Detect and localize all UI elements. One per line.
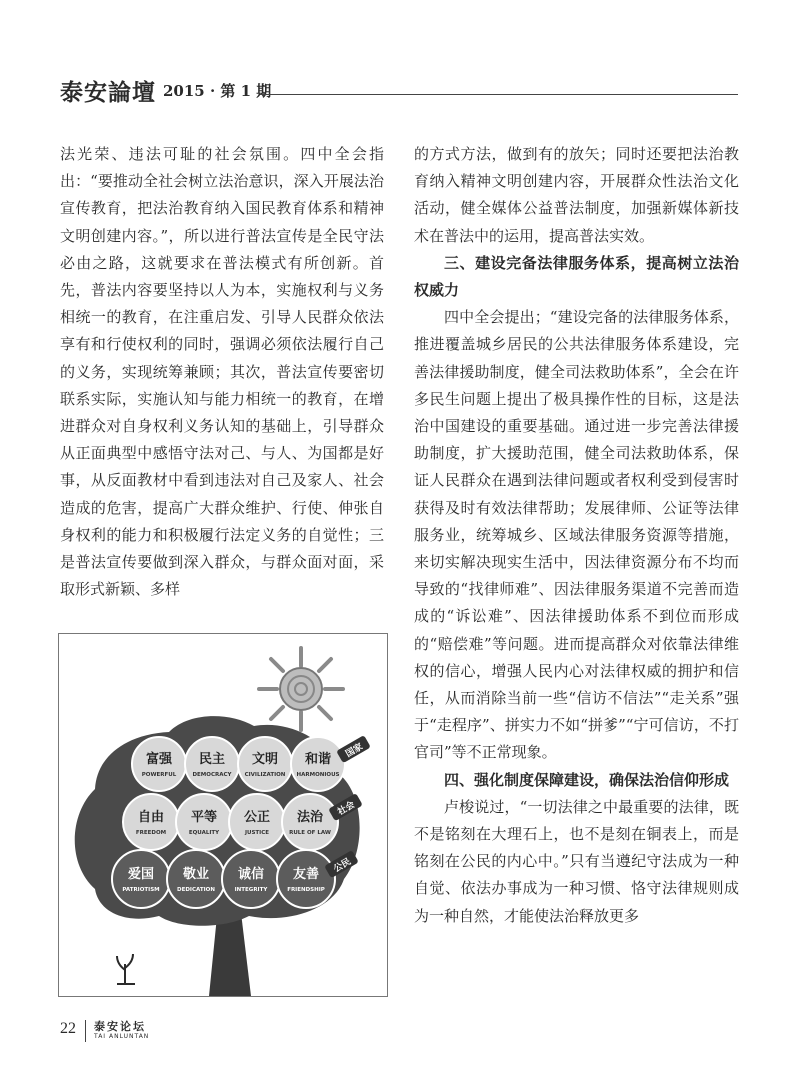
section-heading-3: 三、建设完备法律服务体系，提高树立法治权威力 <box>414 253 739 300</box>
value-cn-label: 和谐 <box>304 752 332 767</box>
sprout-icon <box>117 954 135 984</box>
core-values-tree-figure <box>58 633 388 997</box>
footer-journal-pinyin: TAI ANLUNTAN <box>94 1033 150 1040</box>
value-cn-label: 友善 <box>292 867 320 882</box>
right-paragraph-3: 卢梭说过，“一切法律之中最重要的法律，既不是铭刻在大理石上，也不是刻在铜表上，而是铭刻在公民的内心中。”只有当遵纪守法成为一种自觉、依法办事成为一种习惯、恪守法律规则成为一种自然，才能使法治释放更多 <box>414 797 739 925</box>
value-en-label: PATRIOTISM <box>122 887 160 893</box>
value-cn-label: 富强 <box>145 752 173 767</box>
footer-journal-name: 泰安论坛 <box>94 1020 146 1033</box>
value-en-label: FREEDOM <box>135 830 167 836</box>
value-en-label: EQUALITY <box>188 830 220 836</box>
value-en-label: JUSTICE <box>244 830 270 836</box>
value-en-label: DEDICATION <box>177 887 215 893</box>
value-en-label: RULE OF LAW <box>289 830 331 836</box>
value-en-label: HARMONIOUS <box>296 772 340 778</box>
value-cn-label: 爱国 <box>127 867 155 882</box>
value-cn-label: 诚信 <box>237 867 265 882</box>
value-cn-label: 法治 <box>296 810 324 825</box>
value-en-label: POWERFUL <box>141 772 177 778</box>
section-heading-4: 四、强化制度保障建设，确保法治信仰形成 <box>444 770 730 789</box>
value-cn-label: 民主 <box>198 752 226 767</box>
right-column <box>414 141 739 930</box>
value-cn-label: 自由 <box>137 810 165 825</box>
issue-label: 2015 · 第 1 期 <box>163 82 272 100</box>
right-paragraph-1: 的方式方法，做到有的放矢；同时还要把法治教育纳入精神文明创建内容，开展群众性法治文化活动，健全媒体公益普法制度，加强新媒体新技术在普法中的运用，提高普法实效。 <box>414 145 739 245</box>
value-en-label: CIVILIZATION <box>244 772 286 778</box>
tree-illustration <box>59 634 387 996</box>
row-tag-label: 社会 <box>336 800 357 818</box>
journal-brand: 泰安論壇 <box>60 79 156 106</box>
value-cn-label: 公正 <box>243 810 271 825</box>
right-paragraph-2: 四中全会提出；“建设完备的法律服务体系，推进覆盖城乡居民的公共法律服务体系建设，完善法律援助制度，健全司法救助体系”，全会在许多民生问题上提出了极具操作性的目标，这是法治中国建设的重要基础。通过进一步完善法律援助制度，扩大援助范围，健全司法救助体系，保证人民群众在遇到法律问题或者权利受到侵害时获得及时有效法律帮助；发展律师、公证等法律服务业，统筹城乡、区域法律服务资源等措施，来切实解决现实生活中，因法律资源分布不均而导致的“找律师难”、因法律服务渠道不完善而造成的“诉讼难”、因法律援助体系不到位而形成的“赔偿难”等问题。进而提高群众对依靠法律维权的信心，增强人民内心对法律权威的拥护和信任，从而消除当前一些“信访不信法”“走关系”强于“走程序”、拼实力不如“拼爹”“宁可信访，不打官司”等不正常现象。 <box>414 308 739 762</box>
footer-divider <box>85 1020 86 1042</box>
page-header <box>60 74 738 106</box>
value-en-label: INTEGRITY <box>234 887 268 893</box>
value-en-label: FRIENDSHIP <box>287 887 325 893</box>
row-tag <box>336 735 371 763</box>
page-number: 22 <box>60 1020 76 1037</box>
value-cn-label: 文明 <box>251 752 279 767</box>
left-paragraph: 法光荣、违法可耻的社会氛围。四中全会指出：“要推动全社会树立法治意识，深入开展法治宣传教育，把法治教育纳入国民教育体系和精神文明创建内容。”，所以进行普法宣传是全民守法必由之路，这就要求在普法模式有所创新。首先，普法内容要坚持以人为本，实施权利与义务相统一的教育，在注重启发、引导人民群众依法享有和行使权利的同时，强调必须依法履行自己的义务，实现统筹兼顾；其次，普法宣传要密切联系实际，实施认知与能力相统一的教育，在增进群众对自身权利义务认知的基础上，引导群众从正面典型中感悟守法对己、与人、为国都是好事，从反面教材中看到违法对自己及家人、社会造成的危害，提高广大群众维护、行使、伸张自身权利的能力和积极履行法定义务的自觉性；三是普法宣传要做到深入群众，与群众面对面，采取形式新颖、多样 <box>60 145 384 599</box>
value-en-label: DEMOCRACY <box>192 772 232 778</box>
row-tag-label: 国家 <box>344 742 365 760</box>
left-column <box>60 141 384 603</box>
header-rule <box>260 94 738 95</box>
value-cn-label: 敬业 <box>182 867 210 882</box>
sun-icon <box>259 648 343 730</box>
row-tag-label: 公民 <box>332 857 353 875</box>
value-cn-label: 平等 <box>190 810 218 825</box>
